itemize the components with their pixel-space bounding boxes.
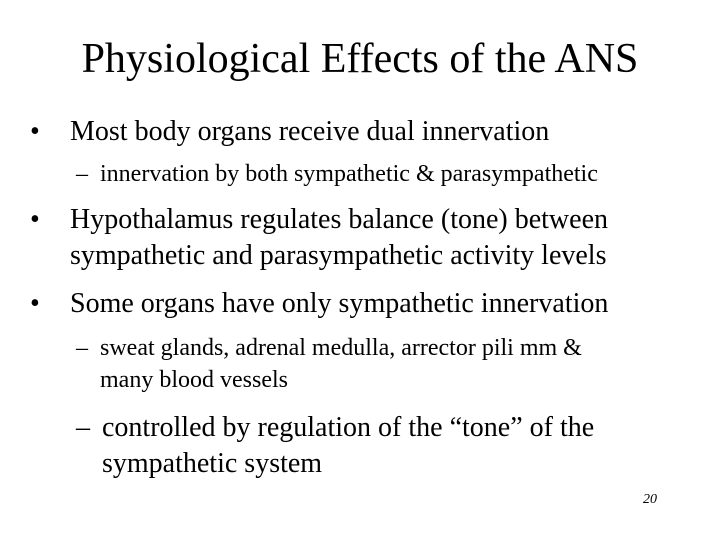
bullet-text-line-2: sympathetic and parasympathetic activity levels (70, 240, 607, 271)
bullet-item-dual-innervation (30, 114, 690, 150)
bullet-text-line-1: Hypothalamus regulates balance (tone) between (70, 204, 609, 235)
bullet-text: Some organs have only sympathetic innervation (70, 288, 609, 319)
sub-bullet-item-tone-control (76, 410, 696, 482)
bullet-item-sympathetic-only (30, 286, 690, 322)
page-number: 20 (643, 492, 657, 507)
slide-title: Physiological Effects of the ANS (81, 36, 639, 82)
dash-marker: – (76, 161, 88, 187)
sub-bullet-item-both-systems (76, 158, 696, 190)
sub-bullet-text (102, 410, 594, 482)
bullet-marker: • (30, 204, 40, 235)
bullet-marker: • (30, 288, 40, 319)
dash-marker: – (76, 335, 88, 361)
bullet-text: Most body organs receive dual innervation (70, 116, 550, 147)
sub-bullet-text-line-2: sympathetic system (102, 448, 323, 479)
dash-marker: – (76, 412, 90, 443)
sub-bullet-text-line-2: many blood vessels (100, 367, 288, 393)
bullet-marker: • (30, 116, 40, 147)
sub-bullet-item-organ-examples (76, 332, 696, 396)
bullet-text (70, 202, 608, 274)
sub-bullet-text-line-1: controlled by regulation of the “tone” of the (102, 412, 595, 443)
bullet-item-hypothalamus (30, 202, 690, 274)
sub-bullet-text: innervation by both sympathetic & parasympathetic (100, 161, 598, 187)
sub-bullet-text-line-1: sweat glands, adrenal medulla, arrector pili mm & (100, 335, 582, 361)
sub-bullet-text (100, 332, 582, 396)
